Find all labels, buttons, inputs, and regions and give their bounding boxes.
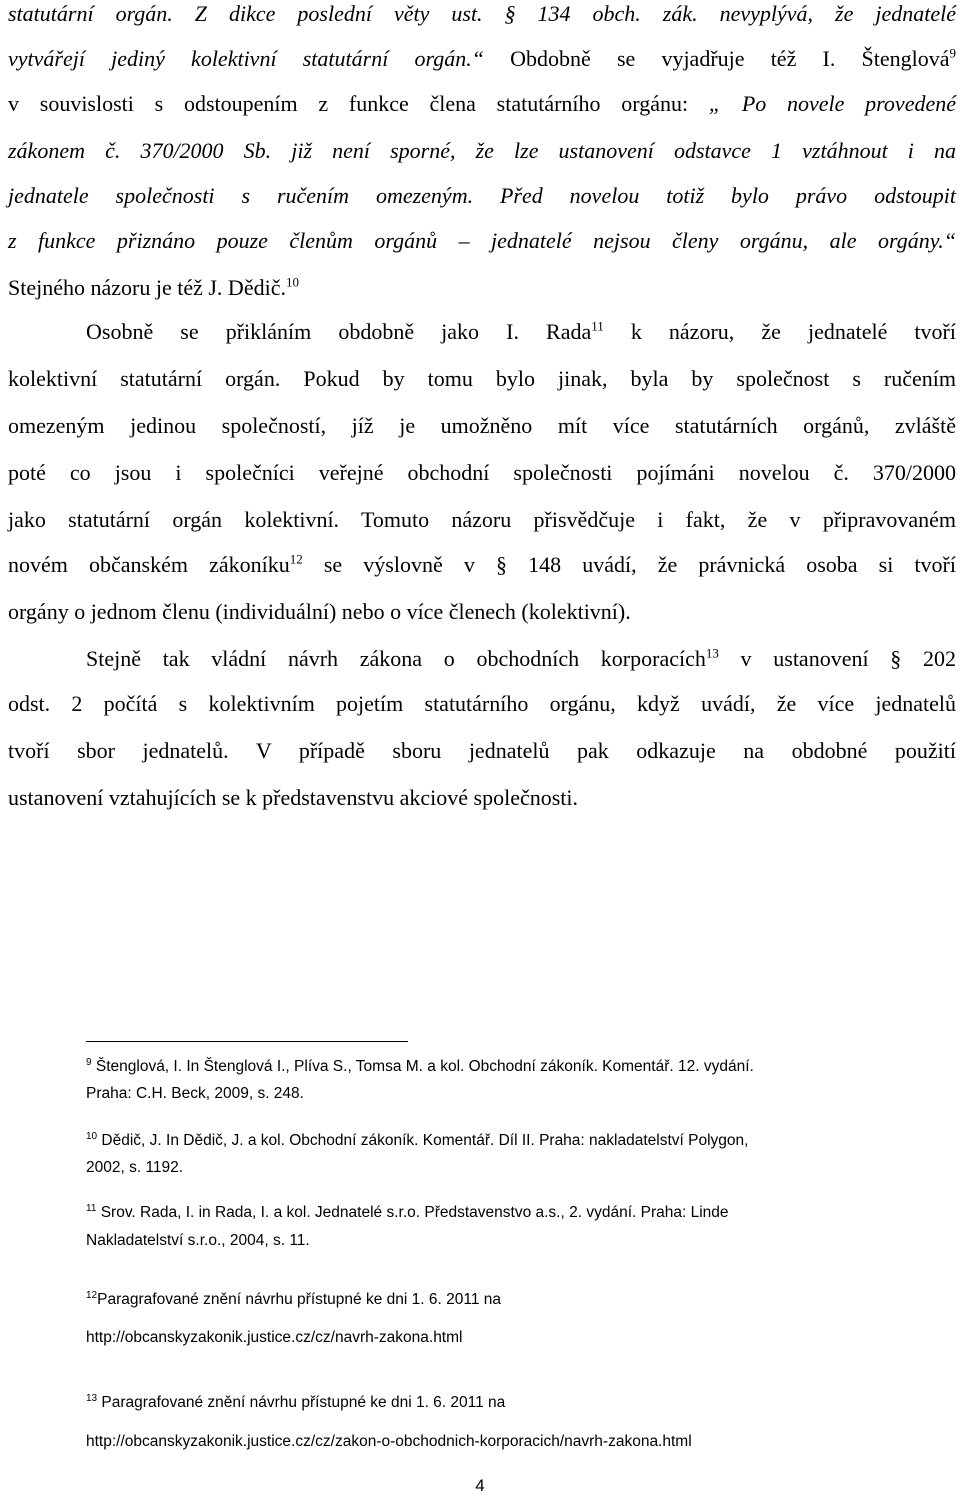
text-segment: Stejně tak vládní návrh zákona o obchodních korporacích	[86, 646, 706, 671]
footnote-line	[86, 1231, 956, 1251]
footnote-reference: 12	[289, 551, 303, 567]
footnote-reference: 13	[86, 1392, 98, 1404]
body-line	[8, 92, 956, 116]
footnote-line	[86, 1393, 956, 1413]
text-segment: Srov. Rada, I. in Rada, I. a kol. Jednatelé s.r.o. Představenstvo a.s., 2. vydání. Praha: Linde	[96, 1204, 729, 1221]
body-line	[8, 184, 956, 208]
footnote-reference: 10	[86, 1130, 98, 1142]
footnote-line	[86, 1084, 956, 1104]
text-segment: statutární orgán. Z dikce poslední věty ust. § 134 obch. zák. nevyplývá, že jednatelé	[8, 1, 956, 26]
body-line	[8, 47, 956, 71]
body-line	[8, 276, 956, 300]
text-segment: orgány o jednom členu (individuální) nebo o více členech (kolektivní).	[8, 599, 631, 624]
footnote-line	[86, 1057, 956, 1077]
text-segment: ustanovení vztahujících se k představenstvu akciové společnosti.	[8, 785, 579, 810]
footnote-line	[86, 1290, 956, 1310]
footnote-reference: 11	[86, 1202, 97, 1214]
footnote-line	[86, 1203, 956, 1223]
text-segment: Dědič, J. In Dědič, J. a kol. Obchodní zákoník. Komentář. Díl II. Praha: nakladatelství Polygon,	[97, 1132, 749, 1149]
body-line	[8, 692, 956, 716]
body-line	[8, 786, 956, 810]
text-segment: „ Po novele provedené	[708, 91, 956, 116]
text-segment: tvoří sbor jednatelů. V případě sboru jednatelů pak odkazuje na obdobné použití	[8, 738, 956, 763]
text-segment: jednatele společnosti s ručením omezeným. Před novelou totiž bylo právo odstoupit	[8, 183, 956, 208]
footnote-line	[86, 1131, 956, 1151]
body-line	[86, 320, 956, 344]
body-line	[8, 461, 956, 485]
body-line	[8, 508, 956, 532]
text-segment: Paragrafované znění návrhu přístupné ke dni 1. 6. 2011 na	[97, 1291, 501, 1308]
text-segment: z funkce přiznáno pouze členům orgánů – jednatelé nejsou členy orgánu, ale orgány.“	[8, 228, 956, 253]
text-segment: Praha: C.H. Beck, 2009, s. 248.	[86, 1085, 304, 1102]
text-segment: 2002, s. 1192.	[86, 1159, 184, 1176]
text-segment: jako statutární orgán kolektivní. Tomuto názoru přisvědčuje i fakt, že v připravovaném	[8, 507, 956, 532]
text-segment: Obdobně se vyjadřuje též I. Štenglová	[483, 46, 950, 71]
footnote-reference: 10	[285, 274, 299, 290]
footnote-line	[86, 1432, 956, 1452]
text-segment: Stejného názoru je též J. Dědič.	[8, 275, 286, 300]
text-segment: se výslovně v § 148 uvádí, že právnická osoba si tvoří	[302, 552, 956, 577]
body-line	[8, 139, 956, 163]
text-segment: novém občanském zákoníku	[8, 552, 290, 577]
body-line	[8, 229, 956, 253]
body-line	[8, 553, 956, 577]
footnote-reference: 13	[705, 645, 719, 661]
text-segment: poté co jsou i společníci veřejné obchodní společnosti pojímáni novelou č. 370/2000	[8, 460, 956, 485]
text-segment: Nakladatelství s.r.o., 2004, s. 11.	[86, 1232, 310, 1249]
body-line	[8, 2, 956, 26]
body-line	[8, 739, 956, 763]
text-segment: http://obcanskyzakonik.justice.cz/cz/navrh-zakona.html	[86, 1329, 463, 1346]
text-segment: zákonem č. 370/2000 Sb. již není sporné, že lze ustanovení odstavce 1 vztáhnout i na	[8, 138, 956, 163]
page-number: 4	[475, 1476, 485, 1495]
text-segment: omezeným jedinou společností, jíž je umožněno mít více statutárních orgánů, zvláště	[8, 413, 956, 438]
body-line	[8, 414, 956, 438]
text-segment: vytvářejí jediný kolektivní statutární orgán.“	[8, 46, 484, 71]
text-segment: Štenglová, I. In Štenglová I., Plíva S., Tomsa M. a kol. Obchodní zákoník. Komentář. 12. vydání.	[91, 1058, 754, 1075]
body-line	[8, 367, 956, 391]
text-segment: v souvislosti s odstoupením z funkce člena statutárního orgánu:	[8, 91, 709, 116]
text-segment: Paragrafované znění návrhu přístupné ke dni 1. 6. 2011 na	[97, 1394, 506, 1411]
footnote-reference: 11	[591, 318, 604, 334]
text-segment: http://obcanskyzakonik.justice.cz/cz/zakon-o-obchodnich-korporacich/navrh-zakona.html	[86, 1433, 692, 1450]
text-segment: v ustanovení § 202	[718, 646, 956, 671]
footnote-reference: 9	[949, 45, 956, 61]
body-line	[8, 600, 956, 624]
body-line	[86, 647, 956, 671]
footnote-separator	[86, 1041, 408, 1042]
footnote-reference: 9	[86, 1056, 92, 1068]
text-segment: Osobně se přikláním obdobně jako I. Rada	[86, 319, 592, 344]
footnote-line	[86, 1328, 956, 1348]
text-segment: k názoru, že jednatelé tvoří	[603, 319, 956, 344]
text-segment: kolektivní statutární orgán. Pokud by tomu bylo jinak, byla by společnost s ručením	[8, 366, 956, 391]
footnote-line	[86, 1158, 956, 1178]
text-segment: odst. 2 počítá s kolektivním pojetím statutárního orgánu, když uvádí, že více jednatelů	[8, 691, 956, 716]
footnote-reference: 12	[86, 1289, 98, 1301]
